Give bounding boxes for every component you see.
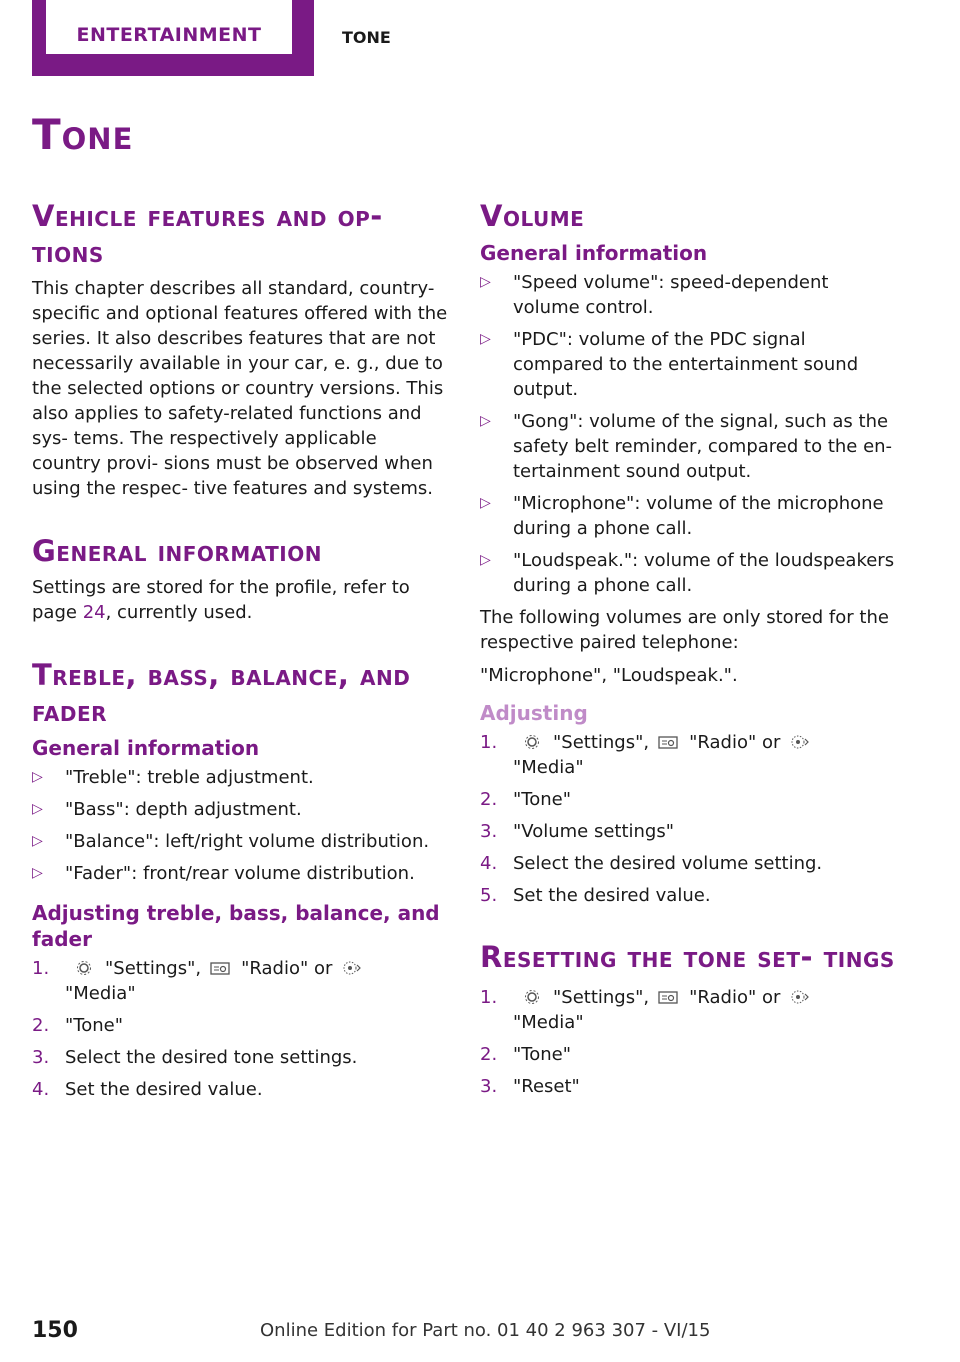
subsection-adjusting: Adjusting: [480, 701, 588, 725]
step-item: [480, 985, 898, 1035]
triangle-bullet-icon: ▷: [32, 801, 43, 817]
triangle-bullet-icon: ▷: [32, 865, 43, 881]
subsection-adjusting-treble: Adjusting treble, bass, balance, and fader: [32, 901, 440, 951]
section-title-volume: Volume: [480, 199, 585, 233]
list-item-text: "Microphone": volume of the microphone during a phone call.: [513, 493, 884, 539]
media-icon: [340, 958, 362, 974]
paired-telephone-volumes: "Microphone", "Loudspeak.".: [480, 665, 738, 686]
triangle-bullet-icon: ▷: [32, 833, 43, 849]
header-topic-label: TONE: [342, 28, 391, 47]
list-item-text: "Loudspeak.": volume of the loudspeakers during a phone call.: [513, 550, 895, 596]
step-text: "Media": [513, 1012, 584, 1033]
step-number: 5.: [480, 885, 498, 906]
step-number: 3.: [480, 821, 498, 842]
list-item-text: "Gong": volume of the signal, such as the safety belt reminder, compared to the en‐ tertainment sound output.: [513, 411, 893, 482]
step-number: 1.: [480, 987, 498, 1008]
page-number: 150: [32, 1318, 78, 1343]
step-item: [32, 956, 450, 1006]
paired-telephone-note: The following volumes are only stored for the respective paired telephone:: [480, 607, 889, 653]
gear-icon: [521, 732, 543, 748]
step-number: 2.: [480, 1044, 498, 1065]
section-title-resetting: Resetting the tone set‐ tings: [480, 940, 895, 974]
media-icon: [788, 732, 810, 748]
step-text: "Radio" or: [241, 958, 333, 979]
step-number: 1.: [480, 732, 498, 753]
step-text: "Radio" or: [689, 987, 781, 1008]
adjust-tone-steps: [32, 956, 450, 1102]
subsection-general-information: General information: [480, 241, 708, 265]
step-number: 2.: [480, 789, 498, 810]
list-item: [32, 797, 450, 822]
section-title-vehicle-features: Vehicle features and op‐ tions: [32, 199, 383, 269]
page-title: Tone: [32, 110, 134, 159]
radio-icon: [657, 987, 679, 1003]
step-number: 2.: [32, 1015, 50, 1036]
gear-icon: [521, 987, 543, 1003]
step-text: "Media": [513, 757, 584, 778]
general-information-body: [32, 575, 450, 625]
step-text: "Tone": [513, 1044, 571, 1065]
step-item: [32, 1077, 450, 1102]
tone-options-list: [32, 765, 450, 886]
triangle-bullet-icon: ▷: [480, 274, 491, 290]
step-item: [32, 1013, 450, 1038]
section-title-general-information: General information: [32, 534, 322, 568]
step-text: "Settings",: [105, 958, 202, 979]
body-text: , currently used.: [105, 602, 253, 623]
step-item: [480, 883, 898, 908]
list-item: [32, 829, 450, 854]
section-title-treble-bass: Treble, bass, balance, and fader: [32, 658, 411, 728]
list-item: [480, 491, 898, 541]
triangle-bullet-icon: ▷: [480, 495, 491, 511]
page-reference-link[interactable]: 24: [82, 602, 106, 623]
gear-icon: [73, 958, 95, 974]
subsection-general-information: General information: [32, 736, 260, 760]
triangle-bullet-icon: ▷: [480, 331, 491, 347]
list-item: [480, 270, 898, 320]
list-item: [32, 765, 450, 790]
list-item: [480, 327, 898, 402]
step-number: 3.: [480, 1076, 498, 1097]
adjust-volume-steps: [480, 730, 898, 908]
step-text: "Settings",: [553, 987, 650, 1008]
list-item-text: "Fader": front/rear volume distribution.: [65, 863, 415, 884]
list-item-text: "Balance": left/right volume distribution.: [65, 831, 430, 852]
step-number: 4.: [32, 1079, 50, 1100]
step-item: [480, 819, 898, 844]
step-text: "Radio" or: [689, 732, 781, 753]
right-column: [480, 198, 898, 1106]
step-text: "Reset": [513, 1076, 580, 1097]
header-section-label: ENTERTAINMENT: [76, 24, 262, 46]
step-text: "Media": [65, 983, 136, 1004]
step-text: Set the desired value.: [513, 885, 711, 906]
volume-options-list: [480, 270, 898, 598]
left-column: [32, 198, 450, 1109]
list-item: [480, 409, 898, 484]
step-item: [480, 1074, 898, 1099]
vehicle-features-body: This chapter describes all standard, country-specific and optional features offered with the series. It also describes features that are not necessarily available in your car, e. g., due to the selected options or country versions. This also applies to safety-related functions and sys‐ tems. The respectively applicable country provi‐ sions must be observed when using the respec‐ tive features and systems.: [32, 278, 448, 499]
edition-footer: Online Edition for Part no. 01 40 2 963 307 - VI/15: [260, 1320, 711, 1341]
list-item-text: "Bass": depth adjustment.: [65, 799, 302, 820]
triangle-bullet-icon: ▷: [32, 769, 43, 785]
triangle-bullet-icon: ▷: [480, 552, 491, 568]
step-text: "Tone": [513, 789, 571, 810]
body-text: Settings are stored for the profile, refer to page: [32, 577, 410, 623]
list-item-text: "Speed volume": speed-dependent volume control.: [513, 272, 829, 318]
list-item-text: "PDC": volume of the PDC signal compared to the entertainment sound output.: [513, 329, 859, 400]
step-number: 3.: [32, 1047, 50, 1068]
media-icon: [788, 987, 810, 1003]
reset-tone-steps: [480, 985, 898, 1099]
step-item: [480, 787, 898, 812]
step-number: 4.: [480, 853, 498, 874]
triangle-bullet-icon: ▷: [480, 413, 491, 429]
list-item: [480, 548, 898, 598]
step-text: Select the desired tone settings.: [65, 1047, 358, 1068]
step-text: "Tone": [65, 1015, 123, 1036]
list-item: [32, 861, 450, 886]
list-item-text: "Treble": treble adjustment.: [65, 767, 314, 788]
step-item: [480, 1042, 898, 1067]
step-number: 1.: [32, 958, 50, 979]
step-text: "Volume settings": [513, 821, 675, 842]
step-item: [32, 1045, 450, 1070]
radio-icon: [209, 958, 231, 974]
step-item: [480, 730, 898, 780]
step-text: Set the desired value.: [65, 1079, 263, 1100]
step-text: "Settings",: [553, 732, 650, 753]
step-item: [480, 851, 898, 876]
radio-icon: [657, 732, 679, 748]
step-text: Select the desired volume setting.: [513, 853, 823, 874]
